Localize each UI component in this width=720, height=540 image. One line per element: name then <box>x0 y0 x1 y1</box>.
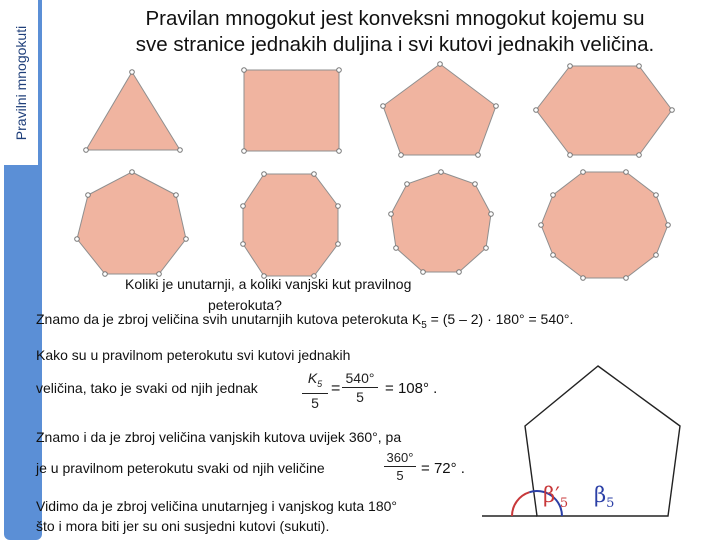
fraction-1-numerator-letter: K <box>307 370 318 386</box>
decagon <box>541 172 668 278</box>
beta-prime-subscript: 5 <box>559 496 569 512</box>
interior-fraction-1 <box>300 370 330 411</box>
triangle <box>86 72 180 150</box>
question-line-2: peterokuta? <box>208 297 282 313</box>
beta-subscript: 5 <box>606 496 615 512</box>
exterior-result-value: 72° <box>433 460 457 477</box>
exterior-result-end: . <box>460 460 465 477</box>
hexagon <box>536 66 672 155</box>
exterior-line-2: je u pravilnom peterokutu svaki od njih veličine <box>36 460 325 476</box>
exterior-line-1: Znamo i da je zbroj veličina vanjskih kutova uvijek 360°, pa <box>36 429 402 445</box>
interior-each-line-2: veličina, tako je svaki od njih jednak <box>36 380 258 396</box>
page-title-line-1: Pravilan mnogokut jest konveksni mnogokut kojemu su <box>145 7 645 30</box>
interior-result-end: . <box>433 380 438 397</box>
exterior-fraction-denominator: 5 <box>396 468 404 483</box>
beta-prime-symbol: β′ <box>543 483 560 507</box>
fraction-1-numerator-subscript: 5 <box>317 378 323 389</box>
pentagon <box>383 64 496 155</box>
fraction-1-numerator <box>300 370 330 392</box>
equals-sign-1: = <box>331 380 341 397</box>
octagon <box>243 174 338 276</box>
exterior-angle-arc <box>512 492 530 516</box>
interior-result-value: 108° <box>397 380 429 397</box>
square <box>244 70 339 151</box>
interior-sum-line <box>36 311 573 334</box>
nonagon <box>391 172 491 272</box>
conclusion-line-2: što i mora biti jer su oni susjedni kutovi (sukuti). <box>36 518 330 534</box>
sidebar-title: Pravilni mnogokuti <box>13 25 29 140</box>
interior-sum-formula: = (5 – 2) · 180° = 540°. <box>426 311 574 327</box>
pentagon-diagram <box>482 366 680 516</box>
exterior-result: = 72° . <box>421 460 465 477</box>
interior-sum-subscript: 5 <box>421 319 427 331</box>
fraction-2-denominator: 5 <box>356 389 364 405</box>
page-title-line-2: sve stranice jednakih duljina i svi kutovi jednakih veličina. <box>135 33 655 56</box>
fraction-1-denominator: 5 <box>311 394 319 411</box>
exterior-fraction <box>382 450 418 483</box>
exterior-fraction-numerator: 360° <box>386 450 414 465</box>
interior-each-line-1: Kako su u pravilnom peterokutu svi kutovi jednakih <box>36 347 351 363</box>
interior-result: = 108° . <box>385 380 438 397</box>
interior-fraction-2 <box>340 370 380 405</box>
conclusion-line-1: Vidimo da je zbroj veličina unutarnjeg i vanjskog kuta 180° <box>36 498 397 514</box>
fraction-2-numerator: 540° <box>345 370 375 386</box>
beta-prime-label <box>543 483 568 511</box>
heptagon <box>77 172 186 274</box>
interior-sum-text: Znamo da je zbroj veličina svih unutarnjih kutova peterokuta K <box>36 311 422 327</box>
question-line-1: Koliki je unutarnji, a koliki vanjski kut pravilnog <box>125 276 412 292</box>
beta-symbol: β <box>594 483 607 507</box>
beta-label <box>594 483 614 511</box>
